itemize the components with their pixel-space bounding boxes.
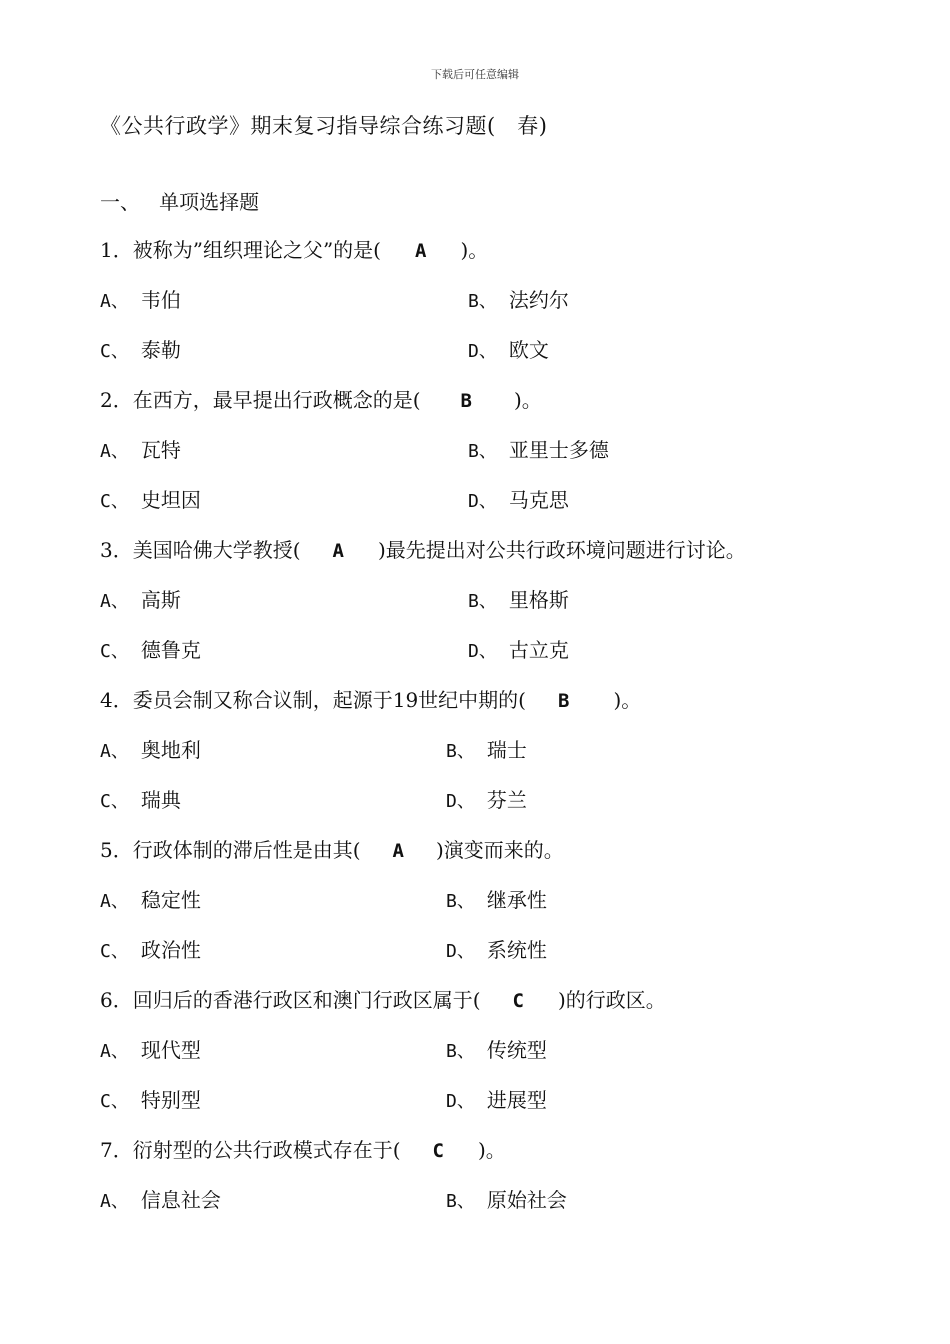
option-text: 法约尔 [508, 288, 569, 312]
option-a [100, 287, 181, 315]
question-3 [100, 537, 746, 564]
question-stem: 6．回归后的香港行政区和澳门行政区属于( [100, 988, 481, 1012]
option-text: 里格斯 [508, 588, 569, 612]
option-letter: D、 [468, 341, 497, 362]
question-tail: )。 [513, 388, 542, 412]
option-letter: B、 [446, 1041, 475, 1062]
option-d [468, 337, 549, 365]
option-letter: D、 [446, 941, 475, 962]
option-text: 德鲁克 [140, 638, 201, 662]
option-text: 稳定性 [140, 888, 201, 912]
option-text: 瑞典 [140, 788, 181, 812]
option-text: 芬兰 [486, 788, 527, 812]
question-stem: 5．行政体制的滞后性是由其( [100, 838, 361, 862]
answer-mark: B [557, 690, 570, 712]
option-letter: D、 [468, 641, 497, 662]
option-text: 亚里士多德 [508, 438, 609, 462]
option-letter: A、 [100, 441, 129, 462]
option-c [100, 337, 181, 365]
option-b [468, 587, 569, 615]
option-d [446, 937, 547, 965]
section-heading: 一、 单项选择题 [100, 190, 260, 214]
option-b [446, 737, 527, 765]
question-tail: )。 [613, 688, 642, 712]
question-2 [100, 387, 542, 414]
option-text: 瑞士 [486, 738, 527, 762]
question-tail: )最先提出对公共行政环境问题进行讨论。 [377, 538, 746, 562]
option-a [100, 1187, 221, 1215]
option-text: 韦伯 [140, 288, 181, 312]
option-c [100, 487, 201, 515]
option-text: 泰勒 [140, 338, 181, 362]
option-letter: D、 [446, 1091, 475, 1112]
option-text: 高斯 [140, 588, 181, 612]
question-stem: 4．委员会制又称合议制，起源于19世纪中期的( [100, 688, 526, 712]
question-tail: )。 [460, 238, 489, 262]
option-d [468, 637, 569, 665]
option-letter: C、 [100, 791, 129, 812]
option-text: 继承性 [486, 888, 547, 912]
question-stem: 3．美国哈佛大学教授( [100, 538, 301, 562]
question-tail: )的行政区。 [557, 988, 666, 1012]
answer-mark: C [432, 1140, 444, 1162]
question-7 [100, 1137, 506, 1164]
option-b [468, 437, 609, 465]
option-letter: A、 [100, 591, 129, 612]
answer-mark: A [332, 540, 344, 562]
question-4 [100, 687, 641, 714]
option-letter: C、 [100, 341, 129, 362]
option-letter: D、 [468, 491, 497, 512]
option-text: 现代型 [140, 1038, 201, 1062]
option-text: 马克思 [508, 488, 569, 512]
option-letter: B、 [468, 591, 497, 612]
option-b [446, 1037, 547, 1065]
option-letter: C、 [100, 1091, 129, 1112]
option-c [100, 787, 181, 815]
option-letter: C、 [100, 941, 129, 962]
answer-mark: A [392, 840, 404, 862]
option-text: 奥地利 [140, 738, 201, 762]
answer-mark: C [512, 990, 524, 1012]
question-stem: 7．衍射型的公共行政模式存在于( [100, 1138, 401, 1162]
option-text: 原始社会 [486, 1188, 567, 1212]
question-tail: )。 [477, 1138, 506, 1162]
option-letter: B、 [468, 291, 497, 312]
question-5 [100, 837, 564, 864]
option-b [446, 1187, 567, 1215]
option-letter: B、 [468, 441, 497, 462]
option-letter: C、 [100, 491, 129, 512]
document-title: 《公共行政学》期末复习指导综合练习题( 春) [100, 114, 548, 138]
option-c [100, 637, 201, 665]
option-b [446, 887, 547, 915]
option-letter: B、 [446, 891, 475, 912]
option-text: 史坦因 [140, 488, 201, 512]
option-a [100, 737, 201, 765]
question-1 [100, 237, 488, 264]
option-text: 特别型 [140, 1088, 201, 1112]
option-a [100, 437, 181, 465]
option-text: 传统型 [486, 1038, 547, 1062]
option-letter: C、 [100, 641, 129, 662]
option-c [100, 1087, 201, 1115]
option-text: 系统性 [486, 938, 547, 962]
answer-mark: A [414, 240, 427, 262]
option-letter: A、 [100, 741, 129, 762]
option-a [100, 887, 201, 915]
option-letter: A、 [100, 1191, 129, 1212]
option-letter: D、 [446, 791, 475, 812]
option-letter: B、 [446, 1191, 475, 1212]
question-stem: 2．在西方，最早提出行政概念的是( [100, 388, 421, 412]
option-text: 政治性 [140, 938, 201, 962]
option-b [468, 287, 569, 315]
option-d [468, 487, 569, 515]
option-text: 瓦特 [140, 438, 181, 462]
option-letter: B、 [446, 741, 475, 762]
option-text: 信息社会 [140, 1188, 221, 1212]
question-tail: )演变而来的。 [435, 838, 564, 862]
option-a [100, 1037, 201, 1065]
option-d [446, 1087, 547, 1115]
option-text: 古立克 [508, 638, 569, 662]
option-text: 欧文 [508, 338, 549, 362]
option-c [100, 937, 201, 965]
header-note: 下载后可任意编辑 [431, 68, 519, 81]
question-stem: 1．被称为”组织理论之父”的是( [100, 238, 381, 262]
option-a [100, 587, 181, 615]
option-letter: A、 [100, 1041, 129, 1062]
option-letter: A、 [100, 891, 129, 912]
answer-mark: B [460, 390, 472, 412]
question-6 [100, 987, 666, 1014]
option-letter: A、 [100, 291, 129, 312]
option-text: 进展型 [486, 1088, 547, 1112]
option-d [446, 787, 527, 815]
